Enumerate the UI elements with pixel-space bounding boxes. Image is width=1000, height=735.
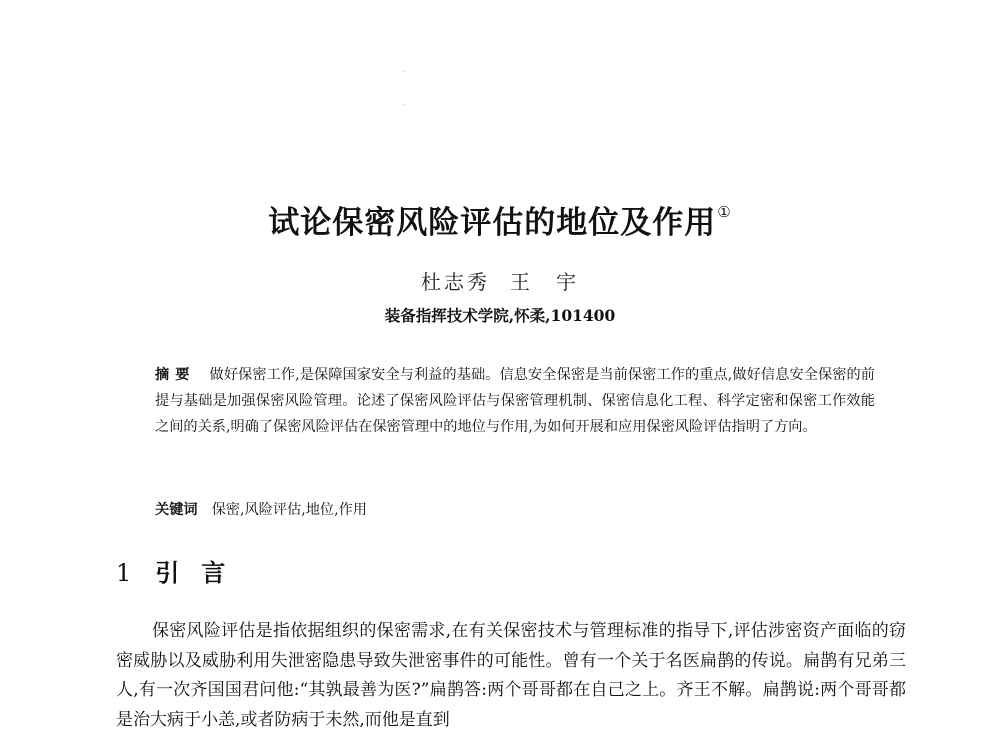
affiliation: 装备指挥技术学院,怀柔,101400 [384, 306, 616, 325]
section-heading [116, 553, 247, 588]
scan-speck [404, 71, 405, 72]
abstract-text: 做好保密工作,是保障国家安全与利益的基础。信息安全保密是当前保密工作的重点,做好信息安全保密的前提与基础是加强保密风险管理。论述了保密风险评估与保密管理机制、保密信息化工程、科学定密和保密工作效能之间的关系,明确了保密风险评估在保密管理中的地位与作用,为如何开展和应用保密风险评估指明了方向。 [155, 367, 875, 435]
author-list [0, 266, 1000, 295]
keywords-text: 保密,风险评估,地位,作用 [211, 502, 367, 518]
keywords [155, 499, 875, 519]
title-text: 试论保密风险评估的地位及作用 [268, 205, 717, 241]
paper-title [0, 197, 1000, 242]
scan-speck [404, 104, 405, 105]
title-footnote-marker: ① [717, 203, 732, 221]
author-name: 杜志秀 [421, 270, 490, 294]
author-name: 王 宇 [510, 270, 579, 294]
abstract-label: 摘要 [155, 367, 196, 383]
abstract [155, 362, 875, 440]
section-title: 引言 [155, 559, 248, 587]
keywords-label: 关键词 [155, 502, 198, 518]
section-number: 1 [116, 559, 132, 587]
body-paragraph: 保密风险评估是指依据组织的保密需求,在有关保密技术与管理标准的指导下,评估涉密资产面临的窃密威胁以及威胁利用失泄密隐患导致失泄密事件的可能性。曾有一个关于名医扁鹊的传说。扁鹊有兄弟三人,有一次齐国国君问他:“其孰最善为医?”扁鹊答:两个哥哥都在自己之上。齐王不解。扁鹊说:两个哥哥都是治大病于小恙,或者防病于未然,而他是直到 [116, 621, 906, 730]
